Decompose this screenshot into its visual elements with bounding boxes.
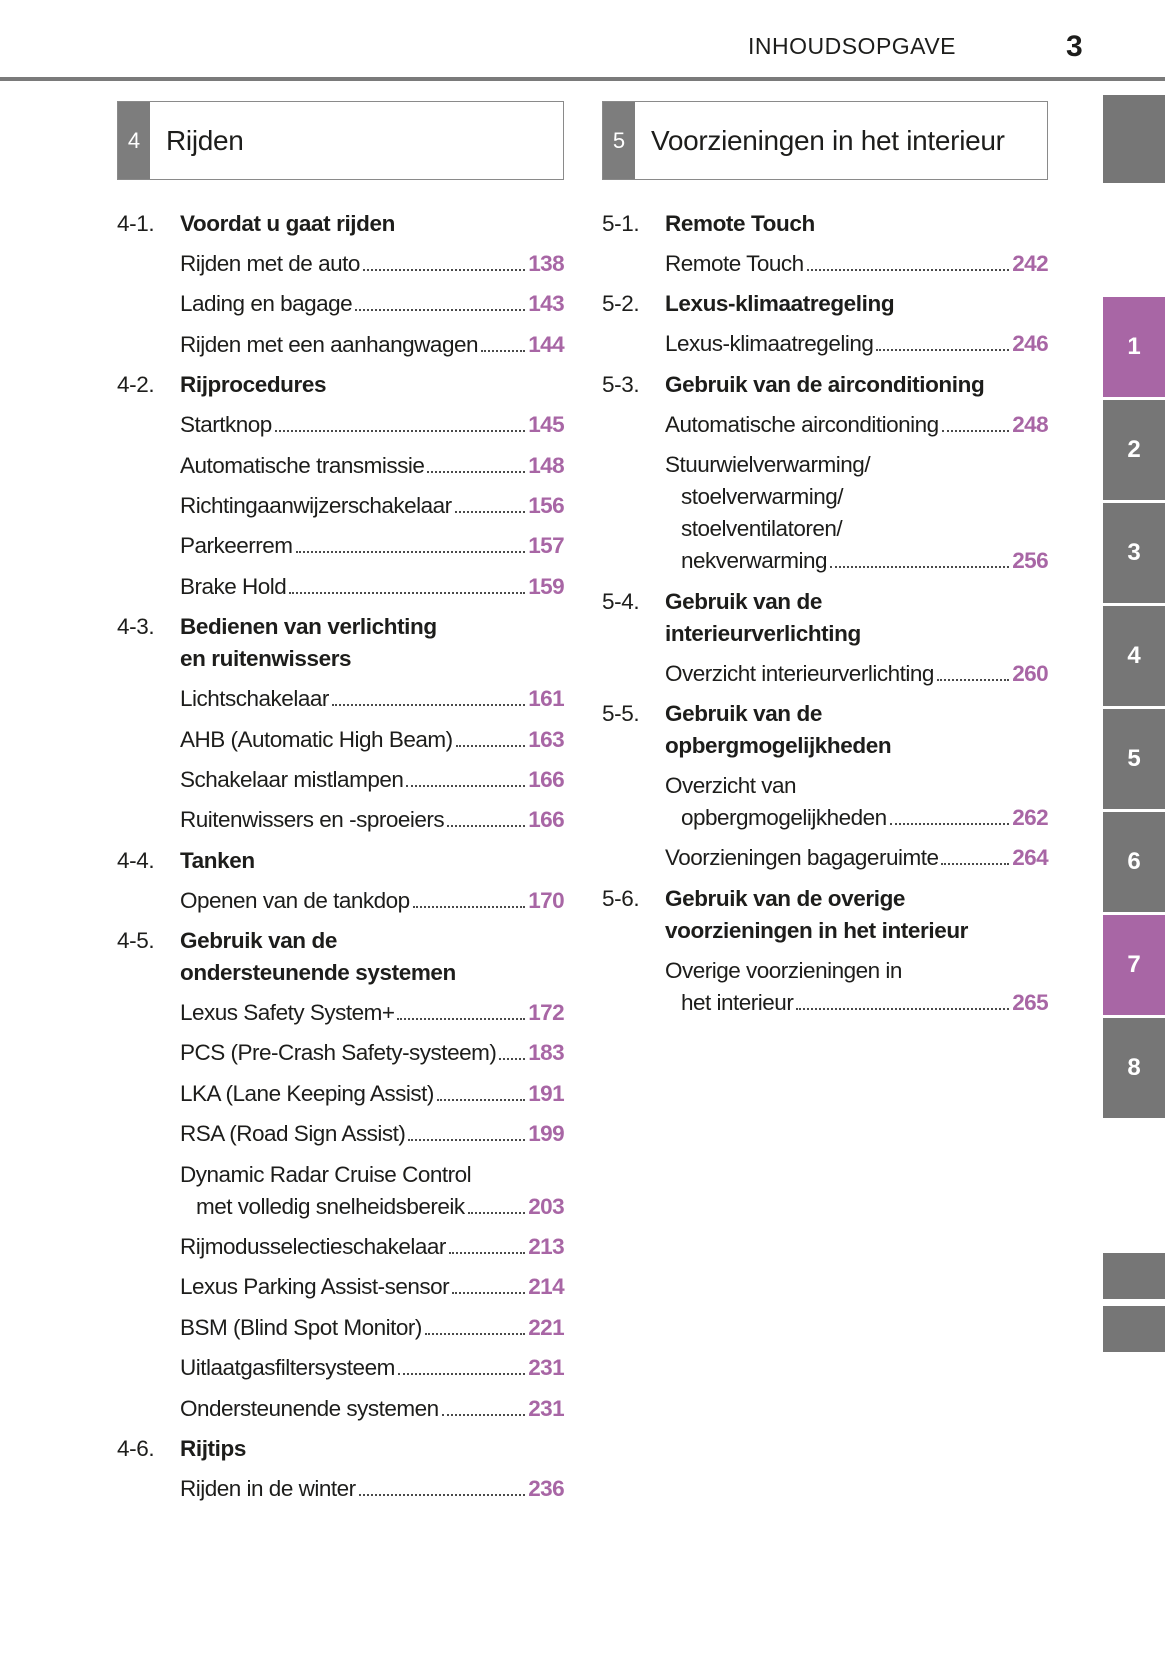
entry-row	[180, 571, 564, 603]
entry-row	[180, 764, 564, 796]
entry-text: Rijden met de auto	[180, 251, 360, 276]
page-number: 3	[1066, 30, 1083, 63]
entry-text: Startknop	[180, 412, 272, 438]
dot-leader	[876, 349, 1009, 351]
entry-row	[180, 329, 564, 361]
toc-entry[interactable]	[180, 1159, 564, 1223]
dot-leader	[275, 430, 525, 432]
entry-row	[180, 248, 564, 280]
entry-text: opbergmogelijkheden	[681, 804, 887, 830]
section-title-line: Voordat u gaat rijden	[180, 211, 395, 236]
page-reference[interactable]: 143	[528, 291, 564, 317]
dot-leader	[942, 430, 1010, 432]
chapter-tab-7[interactable]: 7	[1103, 915, 1165, 1015]
section-number: 4-1.	[117, 211, 155, 236]
toc-entry[interactable]	[180, 1473, 564, 1505]
chapter-tab-blank[interactable]	[1103, 1253, 1165, 1299]
entry-row	[180, 885, 564, 917]
page-reference[interactable]: 161	[528, 686, 564, 712]
entry-text: Lading en bagage	[180, 291, 353, 317]
page-reference[interactable]: 260	[1012, 660, 1048, 686]
page-reference[interactable]: 203	[528, 1193, 564, 1219]
section-heading	[602, 883, 1048, 947]
section-number: 5-4.	[602, 588, 640, 614]
section-number: 5-2.	[602, 291, 640, 317]
section-number: 5-1.	[602, 211, 640, 236]
toc-entry[interactable]	[665, 842, 1048, 874]
entry-text: BSM (Blind Spot Monitor)	[180, 1314, 422, 1340]
entry-text: met volledig snelheidsbereik	[196, 1193, 465, 1219]
dot-leader	[807, 269, 1010, 271]
page-reference[interactable]: 264	[1012, 845, 1048, 871]
dot-leader	[456, 745, 526, 747]
entry-text: Lexus Safety System+	[180, 1000, 395, 1026]
section-heading	[602, 369, 1048, 401]
toc-entry[interactable]	[665, 658, 1048, 690]
page-reference[interactable]: 231	[528, 1355, 564, 1381]
entry-text: Richtingaanwijzerschakelaar	[180, 492, 452, 518]
entry-row	[180, 1352, 564, 1384]
section-title-line: Tanken	[180, 847, 255, 873]
toc-entry[interactable]	[180, 1037, 564, 1069]
entry-text: PCS (Pre-Crash Safety-systeem)	[180, 1040, 497, 1066]
section-title	[665, 698, 1048, 762]
page-reference[interactable]: 248	[1012, 411, 1048, 437]
section-title-line: Remote Touch	[665, 211, 815, 236]
toc-entry[interactable]	[180, 1312, 564, 1344]
page-reference[interactable]: 166	[528, 766, 564, 792]
dot-leader	[397, 1018, 525, 1020]
section-heading	[602, 698, 1048, 762]
entry-row	[180, 409, 564, 441]
dot-leader	[413, 906, 526, 908]
entry-text: het interieur	[681, 989, 794, 1015]
entry-text: RSA (Road Sign Assist)	[180, 1121, 406, 1147]
entry-text: Rijden met een aanhangwagen	[180, 331, 478, 357]
entry-text: Remote Touch	[665, 251, 804, 276]
chapter-tab-8[interactable]: 8	[1103, 1018, 1165, 1118]
entry-row	[665, 328, 1048, 360]
page-reference[interactable]: 213	[528, 1234, 564, 1260]
toc-entry[interactable]	[665, 248, 1048, 280]
toc-entry[interactable]	[180, 1078, 564, 1110]
dot-leader	[359, 1494, 526, 1496]
chapter-tab-blank[interactable]	[1103, 95, 1165, 183]
entry-row	[665, 409, 1048, 441]
toc-entry[interactable]	[180, 1231, 564, 1263]
toc-entry[interactable]	[180, 1271, 564, 1303]
dot-leader	[296, 551, 526, 553]
chapter-heading-4	[117, 101, 564, 180]
toc-entry[interactable]	[180, 724, 564, 756]
entry-text: Openen van de tankdop	[180, 887, 410, 913]
section-number: 4-2.	[117, 372, 155, 398]
entry-text: Overzicht interieurverlichting	[665, 660, 934, 686]
entry-text: AHB (Automatic High Beam)	[180, 726, 453, 752]
header-rule	[0, 77, 1165, 81]
section-title	[180, 845, 564, 877]
section-title	[665, 883, 1048, 947]
section-heading	[602, 208, 1048, 240]
entry-row	[180, 1393, 564, 1425]
dot-leader	[447, 825, 525, 827]
section-title-line: Gebruik van de	[665, 700, 822, 726]
entry-row	[180, 288, 564, 320]
page-reference[interactable]: 183	[528, 1040, 564, 1066]
section-title	[665, 288, 1048, 320]
entry-text: Rijmodusselectieschakelaar	[180, 1234, 446, 1260]
dot-leader	[363, 269, 525, 271]
toc-entry[interactable]	[180, 1393, 564, 1425]
dot-leader	[437, 1099, 525, 1101]
section-title-line: interieurverlichting	[665, 620, 861, 646]
page-reference[interactable]: 159	[528, 573, 564, 599]
section-title-line: Bedienen van verlichting	[180, 614, 437, 640]
entry-row	[665, 248, 1048, 280]
dot-leader	[427, 471, 525, 473]
section-heading	[117, 369, 564, 401]
toc-entry[interactable]	[180, 288, 564, 320]
entry-row	[665, 658, 1048, 690]
page-reference[interactable]: 221	[528, 1314, 564, 1340]
section-title-line: Gebruik van de	[665, 588, 822, 614]
section-title	[180, 1433, 564, 1465]
page-reference[interactable]: 172	[528, 1000, 564, 1026]
page-reference[interactable]: 191	[528, 1080, 564, 1106]
dot-leader	[468, 1212, 526, 1214]
entry-text: Ondersteunende systemen	[180, 1395, 439, 1421]
entry-row	[180, 530, 564, 562]
entry-line: Dynamic Radar Cruise Control	[180, 1161, 472, 1187]
chapter-title: Voorzieningen in het interieur	[651, 124, 1005, 156]
entry-text: Brake Hold	[180, 573, 287, 599]
toc-entry[interactable]	[180, 885, 564, 917]
section-title-line: Lexus-klimaatregeling	[665, 291, 895, 317]
entry-row	[180, 724, 564, 756]
dot-leader	[332, 704, 525, 706]
entry-row	[180, 683, 564, 715]
chapter-tab-blank[interactable]	[1103, 1306, 1165, 1352]
entry-row	[180, 1191, 564, 1223]
dot-leader	[442, 1414, 526, 1416]
chapter-heading-5	[602, 101, 1048, 180]
toc-entry[interactable]	[180, 490, 564, 522]
chapter-tab-2[interactable]: 2	[1103, 400, 1165, 500]
entry-row	[665, 987, 1048, 1019]
entry-row	[180, 450, 564, 482]
toc-entry[interactable]	[180, 450, 564, 482]
entry-row	[180, 1473, 564, 1505]
page-reference[interactable]: 144	[528, 331, 564, 357]
dot-leader	[425, 1333, 525, 1335]
dot-leader	[796, 1008, 1009, 1010]
chapter-number: 4	[118, 102, 150, 179]
page-reference[interactable]: 256	[1012, 548, 1048, 574]
section-title-line: voorzieningen in het interieur	[665, 917, 969, 943]
toc-entry[interactable]	[180, 1352, 564, 1384]
section-number: 4-5.	[117, 928, 155, 954]
toc-entry[interactable]	[180, 804, 564, 836]
section-title-line: en ruitenwissers	[180, 646, 352, 672]
page-reference[interactable]: 163	[528, 726, 564, 752]
section-title	[665, 586, 1048, 650]
section-title	[665, 208, 1048, 240]
chapter-number: 5	[603, 102, 635, 179]
toc-entry[interactable]	[180, 530, 564, 562]
dot-leader	[355, 309, 525, 311]
entry-row	[180, 1118, 564, 1150]
dot-leader	[890, 823, 1010, 825]
toc-entry[interactable]	[180, 997, 564, 1029]
section-title-line: Rijprocedures	[180, 372, 327, 398]
section-heading	[117, 208, 564, 240]
entry-text: Schakelaar mistlampen	[180, 766, 404, 792]
section-number: 5-5.	[602, 700, 640, 726]
entry-row	[180, 490, 564, 522]
entry-row	[180, 997, 564, 1029]
dot-leader	[449, 1252, 525, 1254]
section-heading	[602, 288, 1048, 320]
section-heading	[117, 611, 564, 675]
section-title-line: ondersteunende systemen	[180, 960, 456, 986]
section-title	[180, 208, 564, 240]
dot-leader	[452, 1292, 525, 1294]
page-reference[interactable]: 236	[528, 1475, 564, 1501]
entry-line: Overige voorzieningen in	[665, 957, 902, 983]
entry-text: Lichtschakelaar	[180, 686, 329, 712]
section-number: 5-6.	[602, 885, 640, 911]
dot-leader	[830, 566, 1009, 568]
toc-entry[interactable]	[665, 409, 1048, 441]
page-reference[interactable]: 170	[528, 887, 564, 913]
toc-entry[interactable]	[180, 764, 564, 796]
page-reference[interactable]: 242	[1012, 251, 1048, 276]
entry-text: LKA (Lane Keeping Assist)	[180, 1080, 434, 1106]
entry-line: Overzicht van	[665, 772, 797, 798]
toc-entry[interactable]	[180, 409, 564, 441]
section-number: 4-4.	[117, 847, 155, 873]
page-reference[interactable]: 145	[528, 412, 564, 438]
section-title-line: Gebruik van de overige	[665, 885, 906, 911]
section-title-line: opbergmogelijkheden	[665, 732, 892, 758]
header-title: INHOUDSOPGAVE	[748, 33, 956, 59]
dot-leader	[481, 350, 525, 352]
entry-row	[665, 842, 1048, 874]
toc-entry[interactable]	[180, 683, 564, 715]
entry-text: nekverwarming	[681, 548, 828, 574]
entry-text: Voorzieningen bagageruimte	[665, 845, 939, 871]
page-reference[interactable]: 214	[528, 1274, 564, 1300]
dot-leader	[941, 863, 1009, 865]
entry-row	[180, 1078, 564, 1110]
section-title-line: Rijtips	[180, 1435, 246, 1461]
toc-entry[interactable]	[665, 770, 1048, 834]
section-heading	[117, 925, 564, 989]
chapter-tab-5[interactable]: 5	[1103, 709, 1165, 809]
section-heading	[117, 1433, 564, 1465]
chapter-title: Rijden	[166, 124, 244, 156]
entry-text: Rijden in de winter	[180, 1475, 356, 1501]
section-heading	[602, 586, 1048, 650]
entry-row	[665, 802, 1048, 834]
dot-leader	[499, 1058, 525, 1060]
entry-text: Uitlaatgasfiltersysteem	[180, 1355, 395, 1381]
toc-entry[interactable]	[180, 571, 564, 603]
dot-leader	[406, 785, 525, 787]
chapter-tab-6[interactable]: 6	[1103, 812, 1165, 912]
section-title	[180, 611, 564, 675]
entry-line: Stuurwielverwarming/	[665, 452, 871, 478]
chapter-tab-3[interactable]: 3	[1103, 503, 1165, 603]
toc-entry[interactable]	[180, 329, 564, 361]
page-reference[interactable]: 156	[528, 492, 564, 518]
page-reference[interactable]: 246	[1012, 331, 1048, 357]
page-reference[interactable]: 262	[1012, 804, 1048, 830]
section-number: 4-6.	[117, 1435, 155, 1461]
dot-leader	[398, 1373, 525, 1375]
toc-entry[interactable]	[180, 248, 564, 280]
dot-leader	[289, 592, 525, 594]
section-title	[665, 369, 1048, 401]
page-reference[interactable]: 148	[528, 452, 564, 478]
section-title	[180, 925, 564, 989]
toc-entry[interactable]	[665, 955, 1048, 1019]
page-reference[interactable]: 199	[528, 1121, 564, 1147]
dot-leader	[408, 1139, 525, 1141]
page-reference[interactable]: 166	[528, 807, 564, 833]
entry-row	[180, 1231, 564, 1263]
entry-text: Ruitenwissers en -sproeiers	[180, 807, 445, 833]
entry-row	[180, 1037, 564, 1069]
toc-entry[interactable]	[665, 449, 1048, 577]
toc-list	[602, 208, 1048, 1019]
dot-leader	[937, 679, 1009, 681]
entry-row	[180, 1312, 564, 1344]
left-column	[117, 101, 564, 1513]
entry-text: Automatische transmissie	[180, 452, 425, 478]
toc-entry[interactable]	[180, 1118, 564, 1150]
page-reference[interactable]: 157	[528, 533, 564, 559]
entry-row	[180, 804, 564, 836]
entry-text: Parkeerrem	[180, 533, 293, 559]
section-heading	[117, 845, 564, 877]
entry-text: Lexus Parking Assist-sensor	[180, 1274, 450, 1300]
entry-line: stoelventilatoren/	[681, 516, 843, 542]
entry-text: Automatische airconditioning	[665, 411, 939, 437]
section-title	[180, 369, 564, 401]
section-title-line: Gebruik van de airconditioning	[665, 371, 985, 397]
entry-text: Lexus-klimaatregeling	[665, 331, 874, 357]
chapter-tab-4[interactable]: 4	[1103, 606, 1165, 706]
chapter-tab-1[interactable]: 1	[1103, 297, 1165, 397]
page-reference[interactable]: 265	[1012, 989, 1048, 1015]
dot-leader	[455, 511, 526, 513]
section-title-line: Gebruik van de	[180, 928, 337, 954]
entry-row	[180, 1271, 564, 1303]
right-column	[602, 101, 1048, 1027]
entry-line: stoelverwarming/	[681, 484, 844, 510]
section-number: 4-3.	[117, 614, 155, 640]
page-reference[interactable]: 231	[528, 1395, 564, 1421]
toc-entry[interactable]	[665, 328, 1048, 360]
section-number: 5-3.	[602, 371, 640, 397]
page-reference[interactable]: 138	[528, 251, 564, 276]
toc-list	[117, 208, 564, 1505]
entry-row	[665, 545, 1048, 577]
